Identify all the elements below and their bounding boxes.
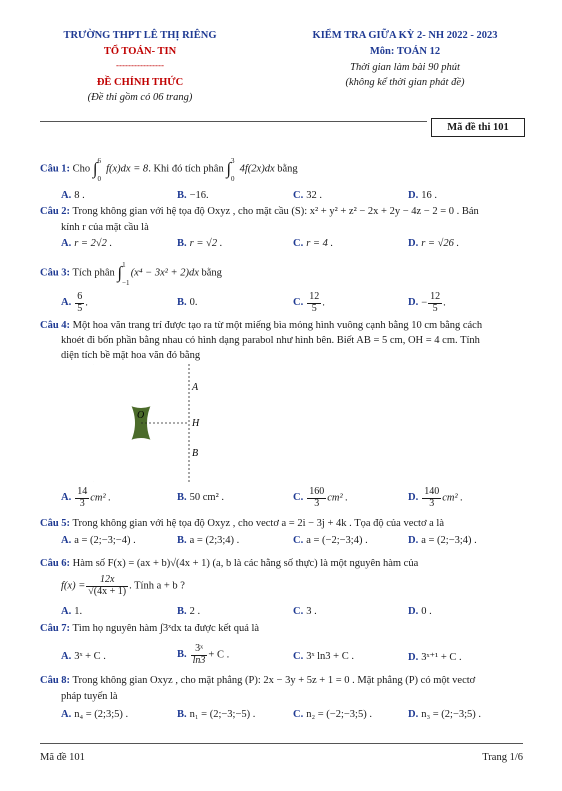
header-dashes: ----------------: [116, 60, 164, 70]
question-label: Câu 8:: [40, 675, 71, 686]
question-text: bằng: [201, 267, 222, 279]
option-c[interactable]: C. 32 .: [293, 190, 322, 201]
question-6: [40, 558, 418, 569]
question-text: Tích phân: [72, 267, 115, 279]
integrand: (x⁴ − 3x² + 2)dx: [130, 267, 199, 279]
integral-sign: ∫: [92, 159, 98, 178]
option-b[interactable]: B. 50 cm² .: [177, 492, 224, 503]
question-label: Câu 3:: [40, 267, 71, 279]
exam-duration: Thời gian làm bài 90 phút: [350, 62, 460, 73]
option-b[interactable]: B. $\frac{\text{3ˣ}}{\ln 3}$ + C .: [177, 643, 230, 666]
exam-subject: Môn: TOÁN 12: [369, 46, 441, 57]
question-text: Trong không gian với hệ tọa độ Oxyz , cho vectơ a = 2i − 3j + 4k . Tọa độ của vectơ a là: [72, 518, 444, 529]
school-name: TRƯỜNG THPT LÊ THỊ RIÊNG: [63, 30, 217, 41]
question-1: Câu 1: Cho ∫ 6 0 f(x)dx = 8. Khi đó tích phân ∫ 3 0 4f(2x)dx bằng: [40, 157, 298, 183]
label-a: A: [192, 382, 199, 393]
question-8: [40, 675, 475, 686]
label-b: B: [192, 448, 199, 459]
question-text: Hàm số F(x) = (ax + b)√(4x + 1) (a, b là các hằng số thực) là một nguyên hàm của: [72, 558, 419, 569]
option-b[interactable]: B. 2 .: [177, 606, 201, 617]
label-o: O: [137, 410, 145, 421]
parabola-pattern-figure: [89, 362, 214, 484]
option-d[interactable]: D. 3ˣ⁺¹ + C .: [408, 652, 462, 663]
option-d[interactable]: D. 0 .: [408, 606, 432, 617]
question-2: [40, 206, 479, 217]
department-name: TỔ TOÁN- TIN: [103, 46, 177, 57]
option-a[interactable]: A. $\frac{6}{5}$ .: [61, 291, 88, 314]
option-a[interactable]: A. $\frac{14}{3}$ cm² .: [61, 486, 111, 509]
option-d[interactable]: D. $\frac{140}{3}$ cm² .: [408, 486, 463, 509]
option-a[interactable]: A. n₄ = (2;3;5) .: [61, 709, 129, 720]
question-4-line-2: khoét đi bốn phần bằng nhau có hình dạng parabol như hình bên. Biết AB = 5 cm, OH = 4 cm. Tính: [61, 335, 480, 346]
question-text: Trong không gian với hệ tọa độ Oxyz , cho mặt cầu (S): x² + y² + z² − 2x + 2y − 4z − 2 = 0 . Bán: [72, 206, 479, 217]
exam-title: KIỂM TRA GIỮA KỲ 2- NH 2022 - 2023: [312, 30, 498, 41]
footer-rule: [40, 743, 523, 744]
integral-sign: ∫: [117, 263, 123, 282]
label-h: H: [192, 418, 200, 429]
option-c[interactable]: C. r = 4 .: [293, 238, 334, 249]
header-rule: [40, 121, 427, 122]
option-c[interactable]: C. 3 .: [293, 606, 317, 617]
question-label: Câu 7:: [40, 623, 71, 634]
option-b[interactable]: B. a = (2;3;4) .: [177, 535, 240, 546]
option-b[interactable]: B. n₁ = (2;−3;−5) .: [177, 709, 256, 720]
integral-sign: ∫: [226, 159, 232, 178]
question-text: Cho: [72, 163, 91, 175]
question-6-function: f(x) = $\frac{12x}{√(4x + 1)}$ . Tính a + b ?: [61, 574, 185, 597]
option-c[interactable]: C. a = (−2;−3;4) .: [293, 535, 368, 546]
option-c[interactable]: C. $\frac{12}{5}$ .: [293, 291, 325, 314]
question-8-cont: pháp tuyến là: [61, 691, 118, 702]
question-label: Câu 5:: [40, 518, 71, 529]
official-label: ĐỀ CHÍNH THỨC: [96, 77, 184, 88]
option-a[interactable]: A. a = (2;−3;−4) .: [61, 535, 136, 546]
option-c[interactable]: C. 3ˣ ln3 + C .: [293, 651, 354, 662]
footer-page-number: Trang 1/6: [482, 752, 523, 763]
question-label: Câu 6:: [40, 558, 71, 569]
option-b[interactable]: B. 0.: [177, 297, 198, 308]
question-text: bằng: [277, 163, 298, 175]
exam-code-box: Mã đề thi 101: [431, 118, 525, 137]
option-d[interactable]: D. 16 .: [408, 190, 437, 201]
question-5: [40, 518, 444, 529]
footer-exam-code: Mã đề 101: [40, 752, 85, 763]
question-2-cont: kính r của mặt cầu là: [61, 222, 149, 233]
question-4-line-3: diện tích bề mặt hoa văn đó bằng: [61, 350, 201, 361]
question-label: Câu 1:: [40, 163, 71, 175]
integrand: f(x)dx = 8: [106, 163, 149, 175]
option-b[interactable]: B. −16.: [177, 190, 209, 201]
integrand: 4f(2x)dx: [239, 163, 275, 175]
option-d[interactable]: D. r = √26 .: [408, 238, 460, 249]
option-a[interactable]: A. 1.: [61, 606, 83, 617]
question-text: Tìm họ nguyên hàm ∫3ˣdx ta được kết quả là: [72, 623, 260, 634]
question-label: Câu 2:: [40, 206, 71, 217]
option-a[interactable]: A. 3ˣ + C .: [61, 651, 106, 662]
page-count-note: (Đề thi gồm có 06 trang): [87, 92, 193, 103]
question-7: [40, 623, 259, 634]
option-c[interactable]: C. $\frac{160}{3}$ cm² .: [293, 486, 348, 509]
question-3: Câu 3: Tích phân ∫ 1 −1 (x⁴ − 3x² + 2)dx bằng: [40, 261, 222, 287]
question-label: Câu 4:: [40, 320, 71, 331]
exam-duration-note: (không kể thời gian phát đề): [345, 77, 465, 88]
option-a[interactable]: A. r = 2√2 .: [61, 238, 113, 249]
option-a[interactable]: A. 8 .: [61, 190, 85, 201]
question-4: [40, 320, 482, 331]
option-c[interactable]: C. n₂ = (−2;−3;5) .: [293, 709, 372, 720]
option-d[interactable]: D. − $\frac{12}{5}$ .: [408, 291, 446, 314]
question-text: Một hoa văn trang trí được tạo ra từ một miếng bìa mỏng hình vuông cạnh bằng 10 cm bằng cách: [72, 320, 483, 331]
option-d[interactable]: D. n₃ = (2;−3;5) .: [408, 709, 482, 720]
option-b[interactable]: B. r = √2 .: [177, 238, 223, 249]
question-text: Trong không gian Oxyz , cho mặt phẳng (P): 2x − 3y + 5z + 1 = 0 . Mặt phẳng (P) có một vectơ: [72, 675, 476, 686]
option-d[interactable]: D. a = (2;−3;4) .: [408, 535, 477, 546]
question-text: . Khi đó tích phân: [148, 163, 224, 175]
